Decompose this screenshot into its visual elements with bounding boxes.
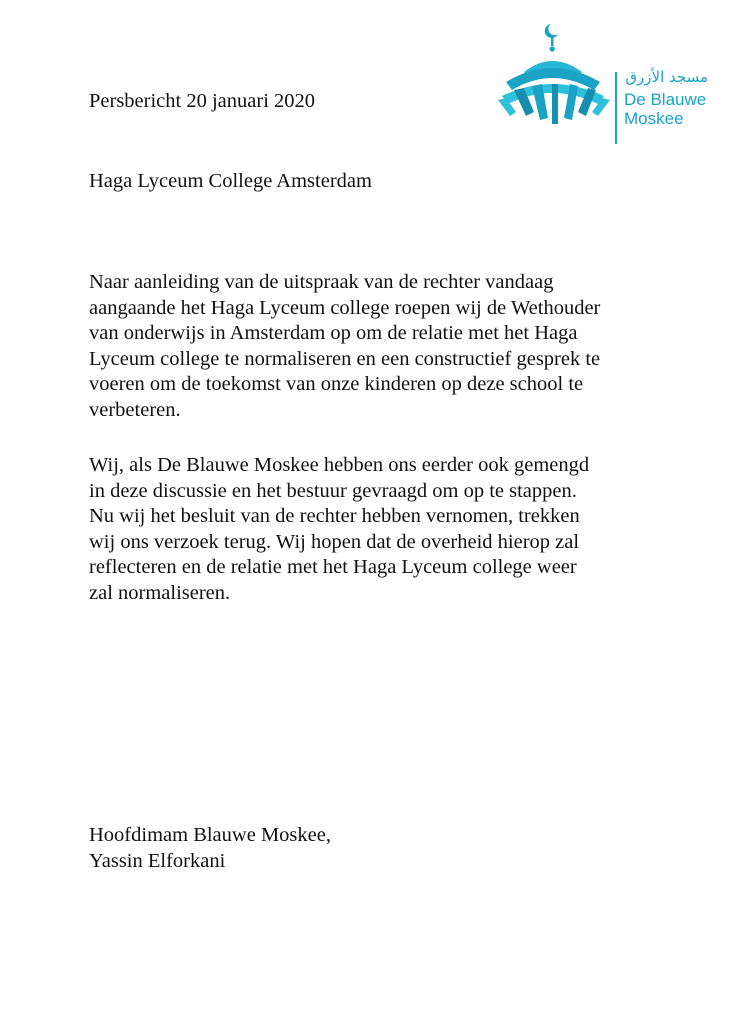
logo-divider: [615, 72, 617, 144]
press-release-date: Persbericht 20 januari 2020: [89, 90, 316, 112]
paragraph-line: reflecteren en de relatie met het Haga Lyceum college weer: [89, 556, 577, 579]
signature-name: Yassin Elforkani: [89, 849, 226, 872]
blauwe-moskee-logo: [496, 20, 716, 130]
paragraph-1: [89, 270, 600, 424]
paragraph-line: voeren om de toekomst van onze kinderen op deze school te: [89, 373, 584, 396]
paragraph-line: aangaande het Haga Lyceum college roepen wij de Wethouder: [89, 296, 601, 319]
signature-title: Hoofdimam Blauwe Moskee,: [89, 824, 331, 846]
paragraph-line: verbeteren.: [89, 398, 181, 421]
mosque-dome-icon: [496, 20, 616, 130]
logo-name-line: De Blauwe: [624, 90, 707, 109]
signature-block: [89, 823, 331, 874]
subject-heading: Haga Lyceum College Amsterdam: [89, 170, 372, 192]
paragraph-line: Wij, als De Blauwe Moskee hebben ons eerder ook gemengd: [89, 454, 590, 476]
paragraph-line: Nu wij het besluit van de rechter hebben vernomen, trekken: [89, 505, 580, 528]
paragraph-line: Naar aanleiding van de uitspraak van de rechter vandaag: [89, 271, 554, 293]
paragraph-line: in deze discussie en het bestuur gevraagd om op te stappen.: [89, 479, 577, 502]
logo-arabic-name: مسجد الأزرق: [625, 68, 708, 86]
paragraph-line: van onderwijs in Amsterdam op om de relatie met het Haga: [89, 322, 578, 345]
paragraph-line: zal normaliseren.: [89, 581, 231, 604]
logo-name-line: Moskee: [624, 109, 684, 128]
paragraph-line: wij ons verzoek terug. Wij hopen dat de overheid hierop zal: [89, 530, 580, 553]
paragraph-line: Lyceum college te normaliseren en een constructief gesprek te: [89, 347, 601, 370]
logo-name: [624, 90, 706, 128]
paragraph-2: [89, 453, 589, 607]
